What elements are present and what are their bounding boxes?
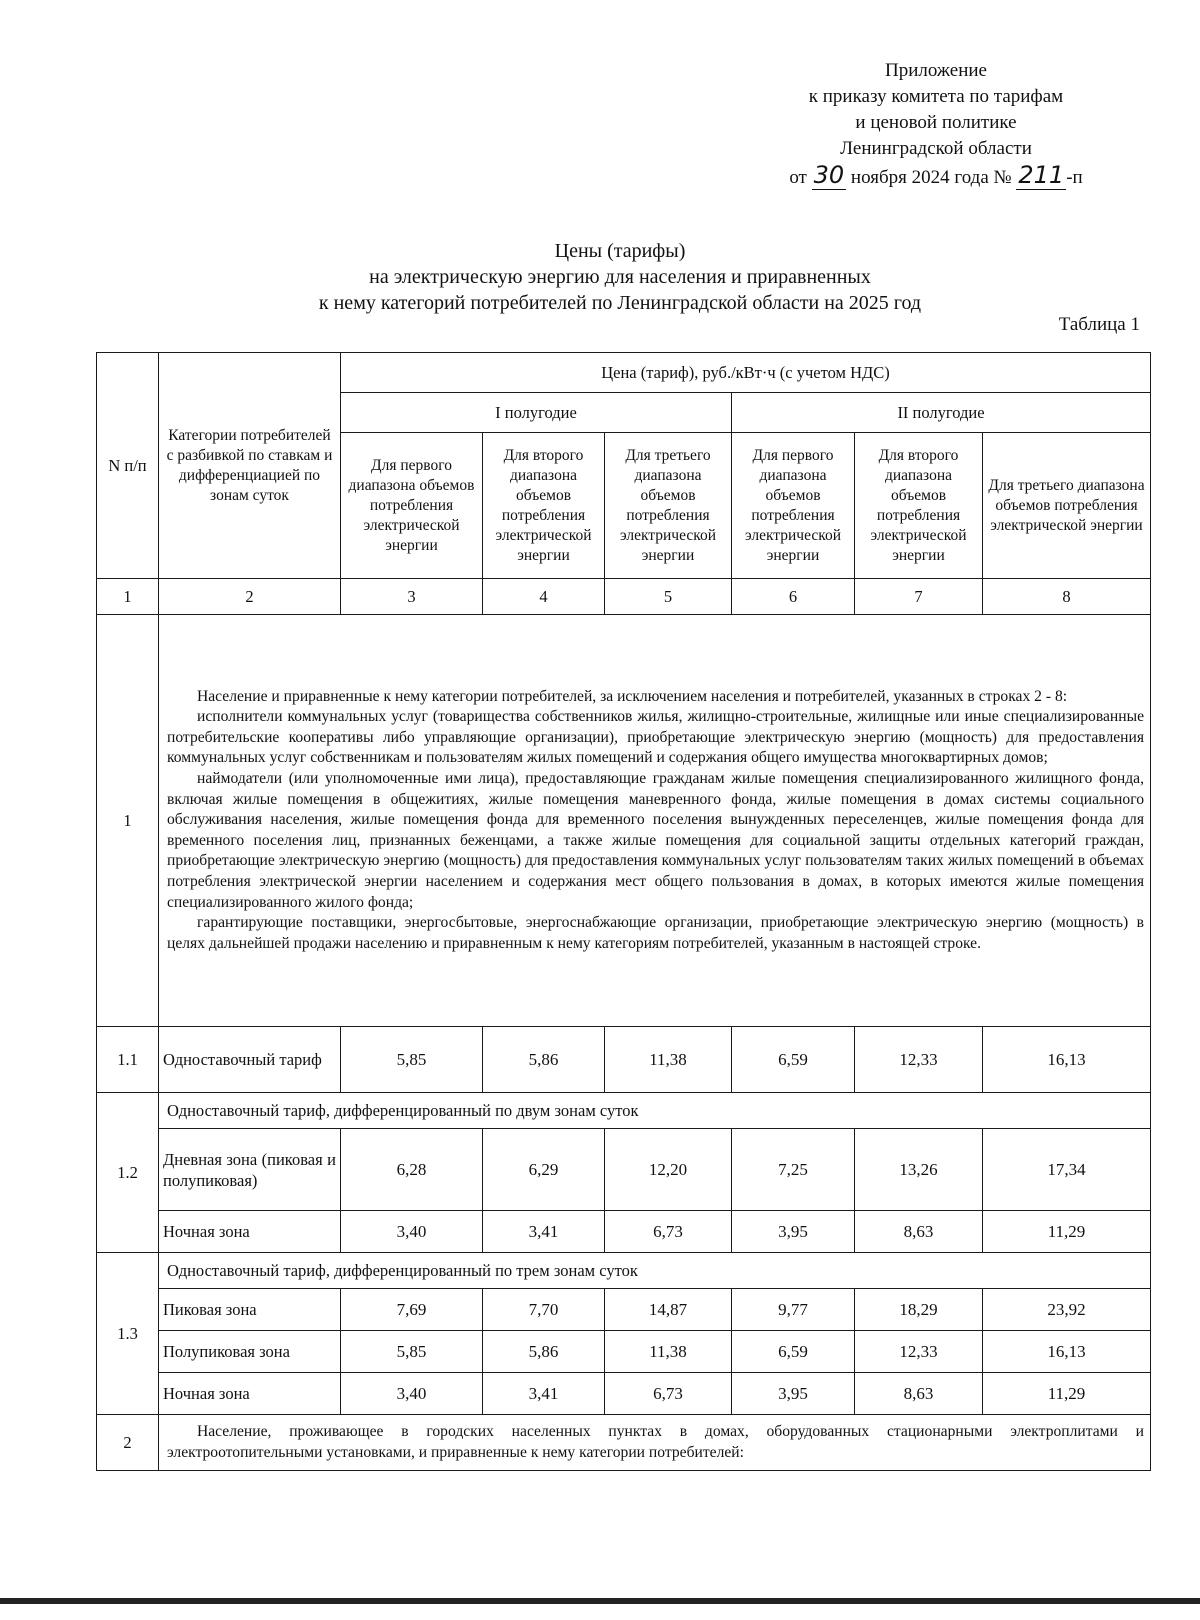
title-line3: к нему категорий потребителей по Ленинградской области на 2025 год [318,292,922,314]
row-1-paragraph: наймодатели (или уполномоченные ими лица), предоставляющие гражданам жилые помещения специализированного жилищного фонда, включая жилые помещения в общежитиях, жилые помещения маневренного фонда, жилые помещения в домах системы социального обслуживания населения, жилые помещения фонда для временного поселения вынужденных переселенцев, жилые помещения фонда для временного поселения лиц, признанных беженцами, а также жилые помещения для социальной защиты отдельных категорий граждан, приобретающие электрическую энергию (мощность) для предоставления коммунальных услуг пользователям таких жилых помещений в объемах потребления электрической энергии населением и содержания мест общего пользования в домах, в которых имеются жилые помещения специализированного жилого фонда; [167,770,1145,911]
value-cell: 3,41 [483,1373,605,1415]
value-cell: 11,38 [605,1027,732,1093]
value-cell: 5,85 [341,1331,483,1373]
value-cell: 12,33 [855,1331,983,1373]
value-cell: 3,95 [732,1211,855,1253]
col-number: 1 [97,579,159,615]
row-1-paragraph: исполнители коммунальных услуг (товарищества собственников жилья, жилищно-строительные, жилищные или иные специализированные потребительские кооперативы либо управляющие организации), приобретающие электрическую энергию (мощность) для предоставления коммунальных услуг собственникам и пользователям жилых помещений и содержания общего имущества многоквартирных домов; [167,708,1145,767]
value-cell: 23,92 [983,1289,1151,1331]
value-cell: 6,28 [341,1129,483,1211]
document-title [230,238,1010,316]
row-1-1 [97,1027,1151,1093]
row-1-2-day-label: Дневная зона (пиковая и полупиковая) [159,1129,341,1211]
row-1-2-heading-row [97,1093,1151,1129]
row-1-num: 1 [97,615,159,1027]
header-half1: I полугодие [341,393,732,433]
header-sub-4: Для первого диапазона объемов потребления электрической энергии [732,433,855,579]
header-sub-3: Для третьего диапазона объемов потребления электрической энергии [605,433,732,579]
value-cell: 6,73 [605,1373,732,1415]
value-cell: 6,59 [732,1027,855,1093]
value-cell: 13,26 [855,1129,983,1211]
value-cell: 17,34 [983,1129,1151,1211]
appendix-line4: Ленинградской области [840,138,1032,159]
col-number: 4 [483,579,605,615]
header-sub-2: Для второго диапазона объемов потребления электрической энергии [483,433,605,579]
row-1-3-semi-label: Полупиковая зона [159,1331,341,1373]
appendix-block [756,58,1116,191]
number-suffix: -п [1066,167,1083,188]
appendix-line2: к приказу комитета по тарифам [808,86,1064,107]
value-cell: 16,13 [983,1331,1151,1373]
column-number-row [97,579,1151,615]
value-cell: 16,13 [983,1027,1151,1093]
value-cell: 18,29 [855,1289,983,1331]
scan-bottom-edge [0,1598,1200,1604]
header-price: Цена (тариф), руб./кВт·ч (с учетом НДС) [341,353,1151,393]
row-1-3-heading: Одноставочный тариф, дифференцированный по трем зонам суток [159,1253,1151,1289]
value-cell: 14,87 [605,1289,732,1331]
value-cell: 11,38 [605,1331,732,1373]
value-cell: 11,29 [983,1373,1151,1415]
row-1 [97,615,1151,1027]
value-cell: 5,85 [341,1027,483,1093]
row-2 [97,1415,1151,1471]
table-label: Таблица 1 [1058,314,1140,335]
appendix-line1: Приложение [885,60,987,81]
value-cell: 5,86 [483,1331,605,1373]
handwritten-day: 30 [813,161,845,189]
value-cell: 3,40 [341,1373,483,1415]
row-1-2-night [97,1211,1151,1253]
row-1-3-semipeak [97,1331,1151,1373]
row-2-num: 2 [97,1415,159,1471]
header-category: Категории потребителей с разбивкой по ставкам и дифференциацией по зонам суток [159,353,341,579]
value-cell: 3,41 [483,1211,605,1253]
value-cell: 7,25 [732,1129,855,1211]
row-1-2-night-label: Ночная зона [159,1211,341,1253]
row-2-paragraph: Население, проживающее в городских населенных пунктах в домах, оборудованных стационарными электроплитами и электроотопительными установками, и приравненные к нему категории потребителей: [167,1422,1145,1461]
appendix-line3: и ценовой политике [855,112,1017,133]
row-1-3-peak-label: Пиковая зона [159,1289,341,1331]
value-cell: 12,20 [605,1129,732,1211]
value-cell: 7,70 [483,1289,605,1331]
value-cell: 6,29 [483,1129,605,1211]
col-number: 6 [732,579,855,615]
row-1-1-num: 1.1 [97,1027,159,1093]
value-cell: 3,95 [732,1373,855,1415]
row-1-3-night-label: Ночная зона [159,1373,341,1415]
title-line2: на электрическую энергию для населения и приравненных [369,266,871,288]
row-1-2-day [97,1129,1151,1211]
row-1-1-label: Одноставочный тариф [159,1027,341,1093]
row-2-description [159,1415,1151,1471]
row-1-paragraph: гарантирующие поставщики, энергосбытовые, энергоснабжающие организации, приобретающие электрическую энергию (мощность) в целях дальнейшей продажи населению и приравненным к нему категориям потребителей, указанным в настоящей строке. [167,914,1145,952]
col-number: 2 [159,579,341,615]
row-1-3-peak [97,1289,1151,1331]
col-number: 3 [341,579,483,615]
row-1-3-night [97,1373,1151,1415]
value-cell: 5,86 [483,1027,605,1093]
row-1-2-heading: Одноставочный тариф, дифференцированный по двум зонам суток [159,1093,1151,1129]
value-cell: 7,69 [341,1289,483,1331]
value-cell: 8,63 [855,1211,983,1253]
col-number: 5 [605,579,732,615]
header-sub-5: Для второго диапазона объемов потребления электрической энергии [855,433,983,579]
row-1-description [159,615,1151,1027]
header-row-1 [97,353,1151,393]
date-prefix: от [789,167,807,188]
value-cell: 6,59 [732,1331,855,1373]
header-sub-1: Для первого диапазона объемов потребления электрической энергии [341,433,483,579]
header-num: N п/п [97,353,159,579]
appendix-date-line [756,162,1116,191]
handwritten-number: 211 [1018,161,1065,189]
header-sub-6: Для третьего диапазона объемов потребления электрической энергии [983,433,1151,579]
date-middle: ноября 2024 года № [850,167,1012,188]
row-1-paragraph: Население и приравненные к нему категории потребителей, за исключением населения и потребителей, указанных в строках 2 - 8: [197,687,1068,705]
col-number: 8 [983,579,1151,615]
value-cell: 12,33 [855,1027,983,1093]
row-1-2-num: 1.2 [97,1093,159,1253]
title-line1: Цены (тарифы) [554,240,686,262]
value-cell: 3,40 [341,1211,483,1253]
value-cell: 6,73 [605,1211,732,1253]
tariff-table [96,352,1151,1471]
col-number: 7 [855,579,983,615]
header-half2: II полугодие [732,393,1151,433]
value-cell: 8,63 [855,1373,983,1415]
value-cell: 9,77 [732,1289,855,1331]
row-1-3-num: 1.3 [97,1253,159,1415]
row-1-3-heading-row [97,1253,1151,1289]
value-cell: 11,29 [983,1211,1151,1253]
